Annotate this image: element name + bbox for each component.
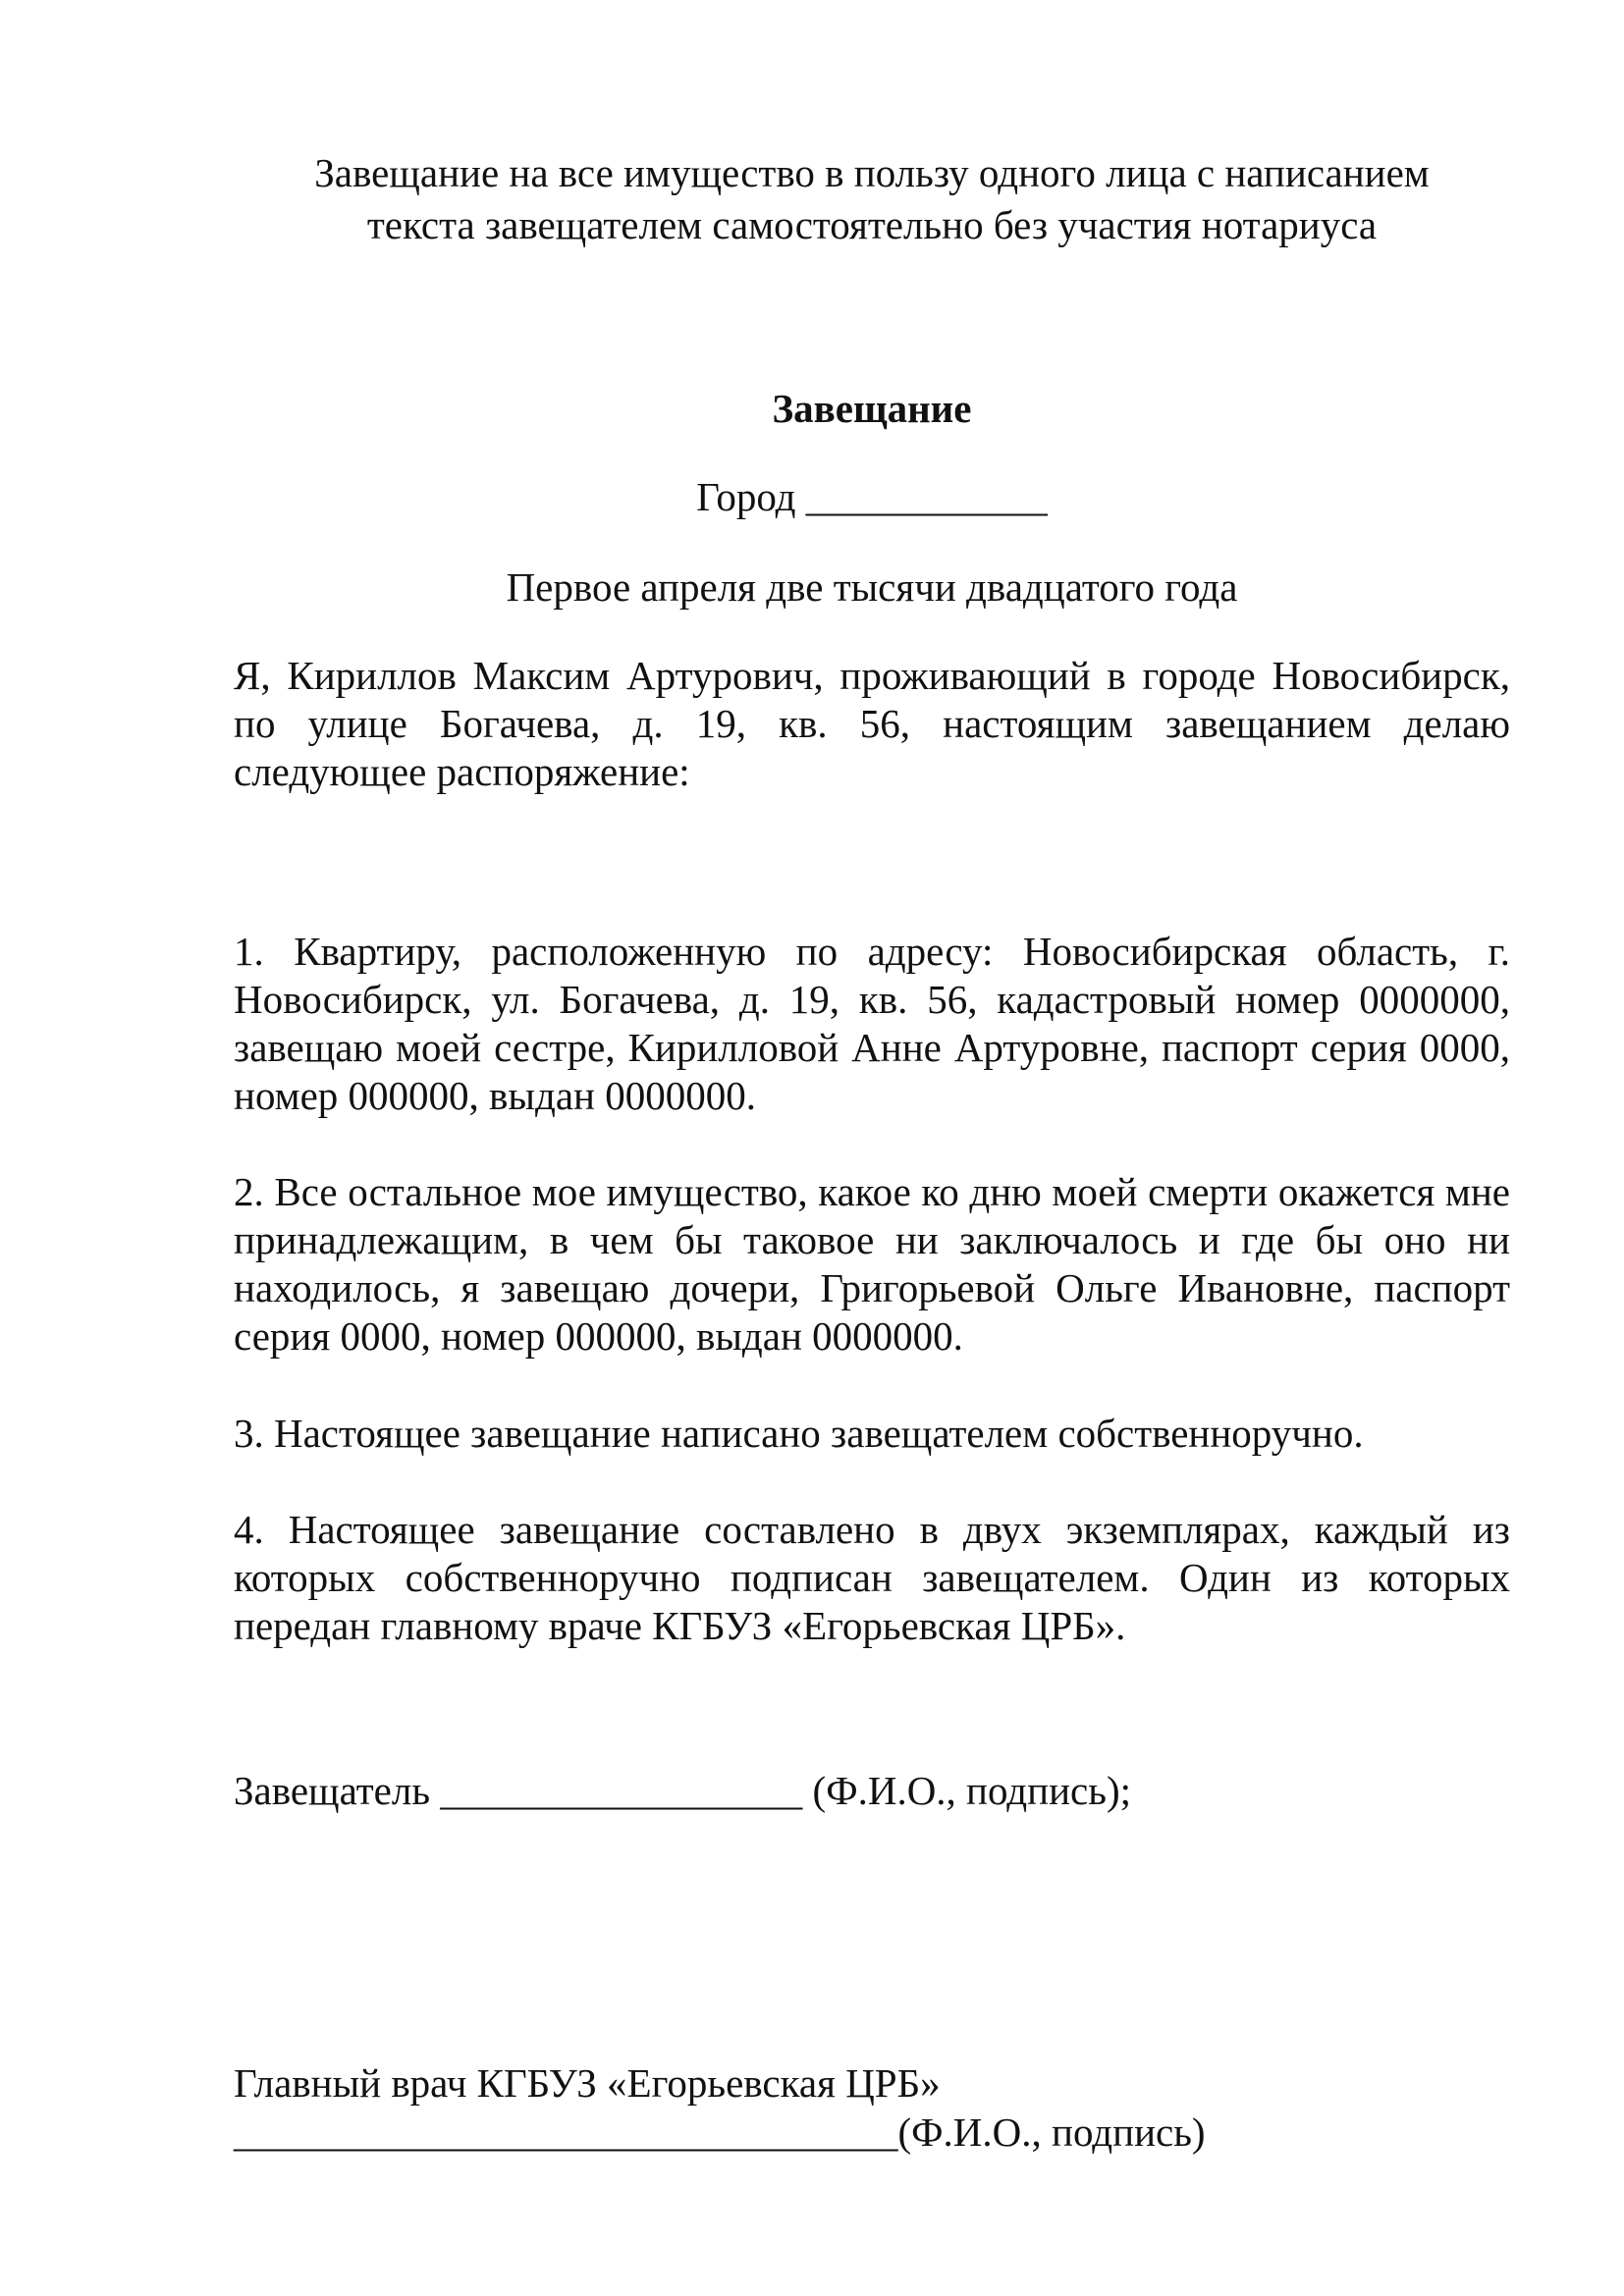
heading-line-2: текста завещателем самостоятельно без участия нотариуса — [366, 202, 1378, 247]
doctor-title: Главный врач КГБУЗ «Егорьевская ЦРБ» — [234, 2060, 941, 2106]
city-line: Город ____________ — [696, 474, 1048, 519]
intro-paragraph: Я, Кириллов Максим Артурович, проживающий в городе Новосибирск, по улице Богачева, д. 19, кв. 56, настоящим завещанием делаю следующее распоряжение: — [234, 653, 1510, 794]
testator-signature-line: Завещатель __________________ (Ф.И.О., подпись); — [234, 1768, 1131, 1813]
heading-line-1: Завещание на все имущество в пользу одного лица с написанием — [314, 150, 1430, 195]
doctor-signature-line: _________________________________(Ф.И.О., подпись) — [234, 2109, 1206, 2155]
clause-1: 1. Квартиру, расположенную по адресу: Новосибирская область, г. Новосибирск, ул. Богачева, д. 19, кв. 56, кадастровый номер 0000000, завещаю моей сестре, Кирилловой Анне Артуровне, паспорт серия 0000, номер 000000, выдан 0000000. — [234, 929, 1510, 1118]
clause-2: 2. Все остальное мое имущество, какое ко дню моей смерти окажется мне принадлежащим, в чем бы таковое ни заключалось и где бы оно ни находилось, я завещаю дочери, Григорьевой Ольге Ивановне, паспорт серия 0000, номер 000000, выдан 0000000. — [234, 1169, 1510, 1359]
date-line: Первое апреля две тысячи двадцатого года — [506, 564, 1238, 610]
document-heading — [234, 147, 1510, 251]
clause-3: 3. Настоящее завещание написано завещателем собственноручно. — [234, 1411, 1364, 1456]
clause-4: 4. Настоящее завещание составлено в двух экземплярах, каждый из которых собственноручно подписан завещателем. Один из которых передан главному враче КГБУЗ «Егорьевская ЦРБ». — [234, 1507, 1510, 1648]
document-title: Завещание — [772, 386, 972, 431]
